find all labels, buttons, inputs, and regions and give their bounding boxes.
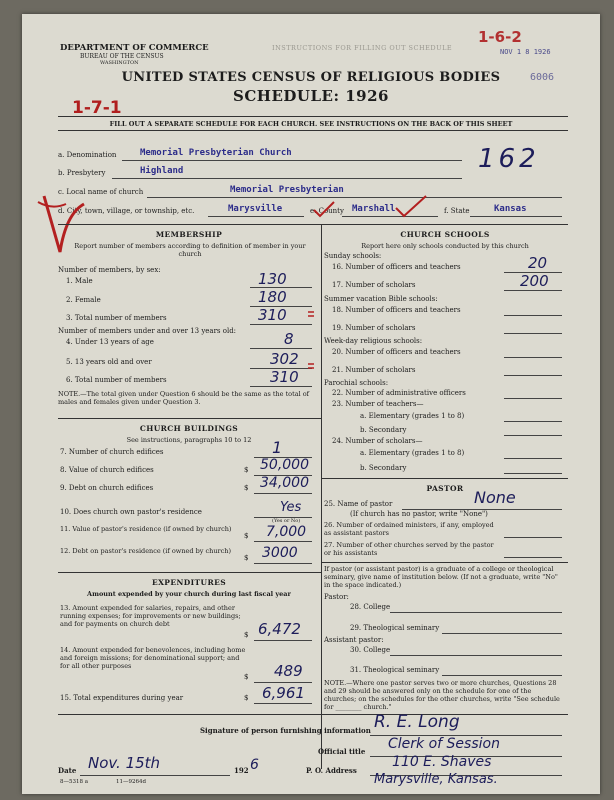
sunday-officers-value: 20 bbox=[528, 254, 548, 272]
male-label: 1. Male bbox=[66, 277, 93, 285]
weekday-schools-label: Week-day religious schools: bbox=[324, 337, 423, 345]
vacation-officers-label: 18. Number of officers and teachers bbox=[332, 306, 461, 314]
official-title-value: Clerk of Session bbox=[388, 736, 500, 752]
stamp-number: 6006 bbox=[530, 72, 555, 83]
handwritten-big-number: 162 bbox=[478, 144, 540, 174]
membership-note: NOTE.—The total given under Question 6 should be the same as the total of males and females given under Question 3. bbox=[58, 390, 310, 406]
church-buildings-heading: CHURCH BUILDINGS bbox=[139, 424, 239, 433]
assistant-college-label: 30. College bbox=[350, 646, 391, 654]
separate-schedule-instruction: FILL OUT A SEPARATE SCHEDULE FOR EACH CHURCH. SEE INSTRUCTIONS ON THE BACK OF THIS SHEET bbox=[109, 120, 513, 128]
church-edifices-value: 1 bbox=[272, 438, 283, 457]
county-value: Marshall bbox=[352, 204, 396, 214]
form-subtitle: SCHEDULE: 1926 bbox=[233, 87, 389, 105]
total-expenditures-label: 15. Total expenditures during year bbox=[60, 694, 184, 702]
denomination-label: a. Denomination bbox=[58, 151, 117, 159]
edifice-debt-label: 9. Debt on church edifices bbox=[60, 484, 154, 492]
total-members-value: 310 bbox=[258, 306, 287, 324]
running-expenses-label: 13. Amount expended for salaries, repairs, and other running expenses; for improvements or new buildings; and for payments on church debt bbox=[60, 604, 241, 628]
date-label: Date bbox=[58, 766, 77, 775]
sunday-officers-label: 16. Number of officers and teachers bbox=[332, 263, 461, 271]
po-address-line2: Marysville, Kansas. bbox=[374, 772, 498, 787]
pastor-seminary-label: 29. Theological seminary bbox=[350, 624, 440, 632]
edifice-debt-value: 34,000 bbox=[260, 475, 309, 491]
local-name-label: c. Local name of church bbox=[58, 188, 144, 196]
total-members-age-value: 310 bbox=[270, 368, 299, 386]
total-members-label: 3. Total number of members bbox=[66, 314, 167, 322]
po-address-value: 110 E. Shaves bbox=[392, 754, 492, 770]
church-schools-intro: Report here only schools conducted by this church bbox=[361, 242, 529, 250]
over-13-value: 302 bbox=[270, 350, 299, 368]
residence-debt-label: 12. Debt on pastor's residence (if owned by church) bbox=[60, 547, 231, 555]
city-name: WASHINGTON bbox=[100, 60, 139, 66]
female-value: 180 bbox=[258, 288, 287, 306]
vacation-scholars-label: 19. Number of scholars bbox=[332, 324, 416, 332]
form-title: UNITED STATES CENSUS OF RELIGIOUS BODIES bbox=[121, 70, 501, 85]
assistant-seminary-label: 31. Theological seminary bbox=[350, 666, 440, 674]
red-tick-icon bbox=[392, 194, 432, 220]
pastor-subheading: Pastor: bbox=[324, 593, 349, 601]
scholars-label: 24. Number of scholars— bbox=[332, 437, 423, 445]
signature-value: R. E. Long bbox=[374, 712, 460, 732]
city-label: d. City, town, village, or township, etc. bbox=[58, 207, 195, 215]
official-title-label: Official title bbox=[318, 747, 366, 756]
age-split-label: Number of members under and over 13 years old: bbox=[58, 327, 237, 335]
under-13-value: 8 bbox=[284, 330, 294, 348]
weekday-scholars-label: 21. Number of scholars bbox=[332, 366, 416, 374]
residence-debt-value: 3000 bbox=[262, 545, 298, 561]
membership-intro: Report number of members according to definition of member in your church bbox=[74, 242, 306, 258]
show-through-heading: INSTRUCTIONS FOR FILLING OUT SCHEDULE bbox=[272, 44, 453, 52]
running-expenses-value: 6,472 bbox=[258, 620, 301, 638]
po-address-label: P. O. Address bbox=[306, 766, 357, 775]
edifice-debt-dollar: $ bbox=[244, 484, 249, 492]
pastor-name-label: 25. Name of pastor bbox=[324, 500, 393, 508]
print-code: 11—9264d bbox=[116, 779, 147, 785]
edifice-value-label: 8. Value of church edifices bbox=[60, 466, 154, 474]
teachers-label: 23. Number of teachers— bbox=[332, 400, 424, 408]
date-value: Nov. 15th bbox=[88, 754, 161, 772]
teachers-elementary-label: a. Elementary (grades 1 to 8) bbox=[360, 412, 465, 420]
yes-or-no-hint: (Yes or No) bbox=[272, 518, 301, 524]
year-prefix: 192 bbox=[234, 766, 249, 775]
pastor-name-value: None bbox=[474, 488, 516, 507]
pastor-heading: PASTOR bbox=[426, 484, 464, 493]
bureau-name: BUREAU OF THE CENSUS bbox=[80, 53, 164, 60]
benevolences-value: 489 bbox=[274, 662, 303, 680]
residence-debt-dollar: $ bbox=[244, 554, 249, 562]
parochial-schools-label: Parochial schools: bbox=[324, 379, 389, 387]
pastor-none-hint: (If church has no pastor, write "None") bbox=[350, 510, 488, 518]
sunday-schools-label: Sunday schools: bbox=[324, 252, 382, 260]
church-edifices-label: 7. Number of church edifices bbox=[60, 448, 164, 456]
graduate-instruction: If pastor (or assistant pastor) is a graduate of a college or theological seminary, give name of institution below. (If not a graduate, write "No" in the space indicated.) bbox=[324, 565, 558, 589]
scholars-elementary-label: a. Elementary (grades 1 to 8) bbox=[360, 449, 465, 457]
multiple-churches-note: NOTE.—Where one pastor serves two or more churches, Questions 28 and 29 should be answered only on the schedule for one of the churches; on the schedules for the other churches, write "See schedule for ________ church." bbox=[324, 679, 560, 711]
handwritten-top-right-code: 1-6-2 bbox=[478, 28, 522, 46]
teachers-secondary-label: b. Secondary bbox=[360, 426, 407, 434]
state-value: Kansas bbox=[494, 204, 527, 214]
male-value: 130 bbox=[258, 270, 287, 288]
residence-value-dollar: $ bbox=[244, 532, 249, 540]
sunday-scholars-label: 17. Number of scholars bbox=[332, 281, 416, 289]
received-date-stamp: NOV 1 8 1926 bbox=[500, 48, 551, 56]
other-churches-label: 27. Number of other churches served by the pastor or his assistants bbox=[324, 541, 494, 557]
expenditures-heading: EXPENDITURES bbox=[151, 578, 227, 587]
residence-value-label: 11. Value of pastor's residence (if owned by church) bbox=[60, 525, 232, 533]
signature-label: Signature of person furnishing information bbox=[200, 726, 371, 735]
handwritten-left-code: 1-7-1 bbox=[72, 98, 122, 118]
benevolences-dollar: $ bbox=[244, 673, 249, 681]
sunday-scholars-value: 200 bbox=[520, 272, 549, 290]
members-by-sex-label: Number of members, by sex: bbox=[58, 266, 161, 274]
census-schedule-sheet bbox=[22, 14, 600, 794]
state-label: f. State bbox=[444, 207, 470, 215]
scholars-secondary-label: b. Secondary bbox=[360, 464, 407, 472]
form-number: 8—5318 a bbox=[60, 779, 89, 785]
red-total-marks-icon bbox=[306, 306, 324, 376]
female-label: 2. Female bbox=[66, 296, 101, 304]
year-value: 6 bbox=[250, 757, 259, 773]
department-name: DEPARTMENT OF COMMERCE bbox=[60, 43, 209, 53]
assistant-pastors-label: 26. Number of ordained ministers, if any, employed as assistant pastors bbox=[324, 521, 494, 537]
total-members-age-label: 6. Total number of members bbox=[66, 376, 167, 384]
residence-value-value: 7,000 bbox=[266, 524, 307, 540]
presbytery-label: b. Presbytery bbox=[58, 169, 106, 177]
owns-residence-value: Yes bbox=[280, 500, 302, 515]
over-13-label: 5. 13 years old and over bbox=[66, 358, 152, 366]
vacation-schools-label: Summer vacation Bible schools: bbox=[324, 295, 438, 303]
admin-officers-label: 22. Number of administrative officers bbox=[332, 389, 466, 397]
local-name-value: Memorial Presbyterian bbox=[230, 185, 344, 195]
red-tick-small-icon bbox=[312, 200, 338, 220]
under-13-label: 4. Under 13 years of age bbox=[66, 338, 154, 346]
city-value: Marysville bbox=[228, 204, 283, 214]
weekday-officers-label: 20. Number of officers and teachers bbox=[332, 348, 461, 356]
benevolences-label: 14. Amount expended for benevolences, including home and foreign missions; for denominational support; and for all other purposes bbox=[60, 646, 246, 670]
county-label: e. County bbox=[310, 207, 344, 215]
edifice-value-value: 50,000 bbox=[260, 457, 309, 473]
edifice-value-dollar: $ bbox=[244, 466, 249, 474]
owns-residence-label: 10. Does church own pastor's residence bbox=[60, 508, 202, 516]
pastor-college-label: 28. College bbox=[350, 603, 391, 611]
church-buildings-subheading: See instructions, paragraphs 10 to 12 bbox=[126, 436, 252, 444]
assistant-pastor-subheading: Assistant pastor: bbox=[324, 636, 384, 644]
presbytery-value: Highland bbox=[140, 166, 184, 176]
total-expenditures-value: 6,961 bbox=[262, 684, 305, 702]
church-schools-heading: CHURCH SCHOOLS bbox=[400, 230, 490, 239]
expenditures-subheading: Amount expended by your church during last fiscal year bbox=[87, 590, 291, 598]
total-expenditures-dollar: $ bbox=[244, 694, 249, 702]
running-expenses-dollar: $ bbox=[244, 631, 249, 639]
membership-heading: MEMBERSHIP bbox=[155, 230, 223, 239]
denomination-value: Memorial Presbyterian Church bbox=[140, 148, 292, 158]
